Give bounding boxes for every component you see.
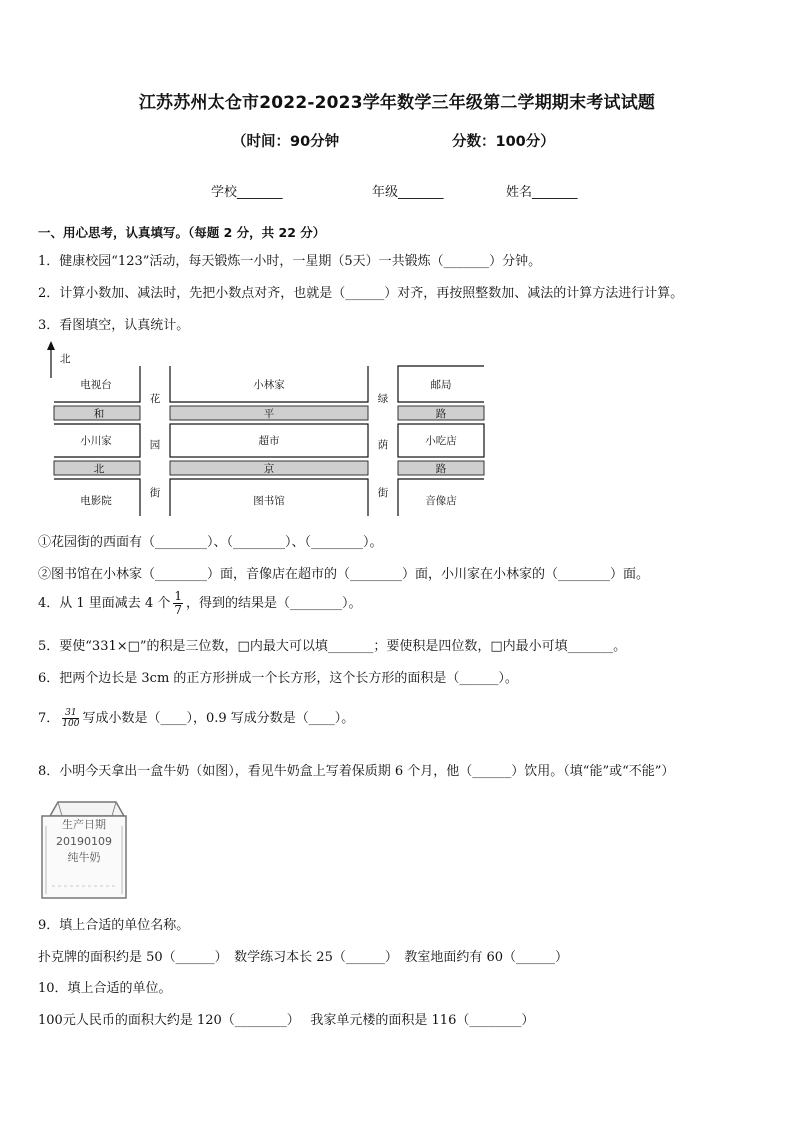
block-xiaochuan-home: 小川家 [80, 435, 112, 447]
exam-score: 分数：100分） [452, 134, 555, 150]
block-snack-shop: 小吃店 [425, 435, 457, 447]
road-heping-2: 平 [263, 408, 275, 420]
fraction-numerator: 1 [174, 589, 182, 603]
road-beijing-1: 北 [93, 463, 105, 475]
road-beijing-2: 京 [263, 463, 275, 475]
page-title: 江苏苏州太仓市2022-2023学年数学三年级第二学期期末考试试题 [138, 93, 656, 113]
question-4-before: 4．从 1 里面减去 4 个 [38, 596, 171, 611]
block-music-store: 音像店 [425, 495, 457, 507]
block-post-office: 邮局 [430, 379, 452, 391]
school-field[interactable]: 学校_______ [211, 185, 283, 200]
street-huayuan-2: 园 [149, 439, 161, 451]
question-9-items: 扑克牌的面积约是 50（______） 数学练习本长 25（______） 教室地面约有 60（______） [38, 950, 569, 965]
question-4-after: ，得到的结果是（________）。 [185, 596, 362, 611]
question-4 [38, 590, 362, 617]
section-heading: 一、用心思考，认真填写。（每题 2 分，共 22 分） [38, 225, 326, 240]
milk-production-date: 20190109 [56, 835, 112, 848]
question-7-after: 写成小数是（____），0.9 写成分数是（____）。 [82, 711, 355, 726]
street-huayuan-1: 花 [149, 393, 161, 405]
street-lvyin-2: 荫 [377, 439, 389, 451]
fraction-denominator: 7 [174, 603, 182, 617]
question-3-part-2: ②图书馆在小林家（________）面，音像店在超市的（________）面，小川家在小林家的（________）面。 [38, 567, 650, 582]
road-heping-1: 和 [93, 408, 105, 420]
question-2: 2．计算小数加、减法时，先把小数点对齐，也就是（______）对齐，再按照整数加、减法的计算方法进行计算。 [38, 286, 684, 301]
north-arrow-icon [47, 341, 55, 350]
milk-production-label: 生产日期 [62, 818, 106, 831]
block-xiaolin-home: 小林家 [253, 379, 285, 391]
fraction-1-7 [173, 590, 183, 617]
block-cinema: 电影院 [80, 495, 112, 507]
name-field[interactable]: 姓名_______ [506, 185, 578, 200]
question-3: 3．看图填空，认真统计。 [38, 318, 190, 333]
street-map [44, 340, 490, 520]
exam-time: （时间：90分钟 [232, 134, 340, 150]
road-heping-3: 路 [435, 408, 447, 420]
street-lvyin-3: 街 [377, 487, 389, 499]
milk-product-name: 纯牛奶 [67, 851, 101, 864]
street-lvyin-1: 绿 [377, 393, 389, 405]
fraction-denominator: 100 [62, 719, 80, 729]
fraction-31-100 [62, 708, 79, 729]
question-3-part-1: ①花园街的西面有（________）、（________）、（________）。 [38, 535, 383, 550]
question-8: 8．小明今天拿出一盒牛奶（如图），看见牛奶盒上写着保质期 6 个月，他（______）饮用。（填“能”或“不能”） [38, 764, 675, 779]
milk-carton-image [36, 798, 132, 902]
block-library: 图书馆 [253, 495, 285, 507]
question-7 [38, 707, 354, 729]
street-huayuan-3: 街 [149, 487, 161, 499]
question-7-before: 7． [38, 711, 60, 726]
question-1: 1．健康校园“123”活动，每天锻炼一小时，一星期（5天）一共锻炼（_______）分钟。 [38, 254, 542, 269]
grade-field[interactable]: 年级_______ [372, 185, 444, 200]
block-supermarket: 超市 [258, 435, 280, 447]
question-6: 6．把两个边长是 3cm 的正方形拼成一个长方形，这个长方形的面积是（______）。 [38, 671, 518, 686]
question-9: 9．填上合适的单位名称。 [38, 918, 190, 933]
question-10: 10．填上合适的单位。 [38, 981, 172, 996]
road-beijing-3: 路 [435, 463, 447, 475]
fraction-numerator: 31 [62, 708, 79, 719]
north-label: 北 [60, 353, 71, 365]
block-tv-station: 电视台 [80, 379, 112, 391]
question-10-items: 100元人民币的面积大约是 120（________） 我家单元楼的面积是 116（________） [38, 1013, 535, 1028]
question-5: 5．要使“331×□”的积是三位数，□内最大可以填_______；要使积是四位数，□内最小可填_______。 [38, 639, 627, 654]
